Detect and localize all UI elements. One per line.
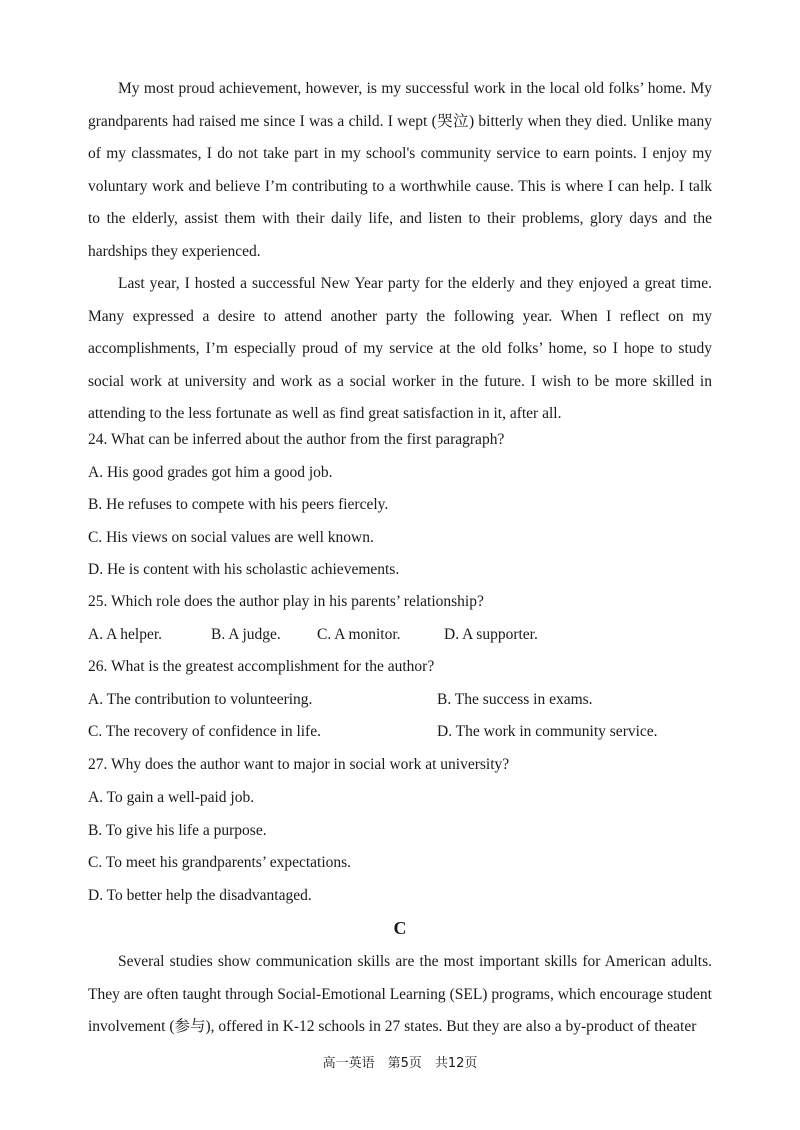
question-26-option-b[interactable]: B. The success in exams.: [437, 691, 593, 708]
question-27-option-a[interactable]: A. To gain a well-paid job.: [88, 789, 255, 806]
question-25-stem: 25. Which role does the author play in his parents’ relationship?: [88, 593, 484, 610]
question-25-option-b[interactable]: B. A judge.: [211, 626, 281, 643]
question-27-stem: 27. Why does the author want to major in social work at university?: [88, 756, 510, 773]
question-24-option-b[interactable]: B. He refuses to compete with his peers fiercely.: [88, 496, 389, 513]
question-26-stem: 26. What is the greatest accomplishment for the author?: [88, 658, 435, 675]
page-footer: 高一英语 第5页 共12页: [322, 1056, 478, 1071]
passage-b-paragraph-2: Last year, I hosted a successful New Year party for the elderly and they enjoyed a great time. Many expressed a desire to attend another party the following year. When I reflect on my accomplishments, I’m especially proud of my service at the old folks’ home, so I hope to study social work at university and work as a social worker in the future. I wish to be more skilled in attending to the less fortunate as well as find great satisfaction in it, after all.: [88, 275, 712, 422]
section-c-heading: C: [393, 918, 407, 938]
question-24-option-a[interactable]: A. His good grades got him a good job.: [88, 464, 333, 481]
question-24-stem: 24. What can be inferred about the author from the first paragraph?: [88, 431, 505, 448]
section-c-paragraph-1: Several studies show communication skills are the most important skills for American adults. They are often taught through Social-Emotional Learning (SEL) programs, which encourage student involvement (参与), offered in K-12 schools in 27 states. But they are also a by-product of theater: [88, 953, 712, 1035]
question-25-option-d[interactable]: D. A supporter.: [444, 626, 538, 643]
question-25-option-a[interactable]: A. A helper.: [88, 626, 163, 643]
question-26-option-a[interactable]: A. The contribution to volunteering.: [88, 691, 313, 708]
question-27-option-c[interactable]: C. To meet his grandparents’ expectations.: [88, 854, 352, 871]
question-24-option-c[interactable]: C. His views on social values are well known.: [88, 529, 374, 546]
question-26-option-d[interactable]: D. The work in community service.: [437, 723, 658, 740]
question-27-option-b[interactable]: B. To give his life a purpose.: [88, 822, 267, 839]
question-24-option-d[interactable]: D. He is content with his scholastic achievements.: [88, 561, 400, 578]
question-25-option-c[interactable]: C. A monitor.: [317, 626, 401, 643]
passage-b-paragraph-1: My most proud achievement, however, is my successful work in the local old folks’ home. My grandparents had raised me since I was a child. I wept (哭泣) bitterly when they died. Unlike many of my classmates, I do not take part in my school's community service to earn points. I enjoy my voluntary work and believe I’m contributing to a worthwhile cause. This is where I can help. I talk to the elderly, assist them with their daily life, and listen to their problems, glory days and the hardships they experienced.: [88, 80, 712, 260]
question-26-option-c[interactable]: C. The recovery of confidence in life.: [88, 723, 321, 740]
question-27-option-d[interactable]: D. To better help the disadvantaged.: [88, 887, 312, 904]
